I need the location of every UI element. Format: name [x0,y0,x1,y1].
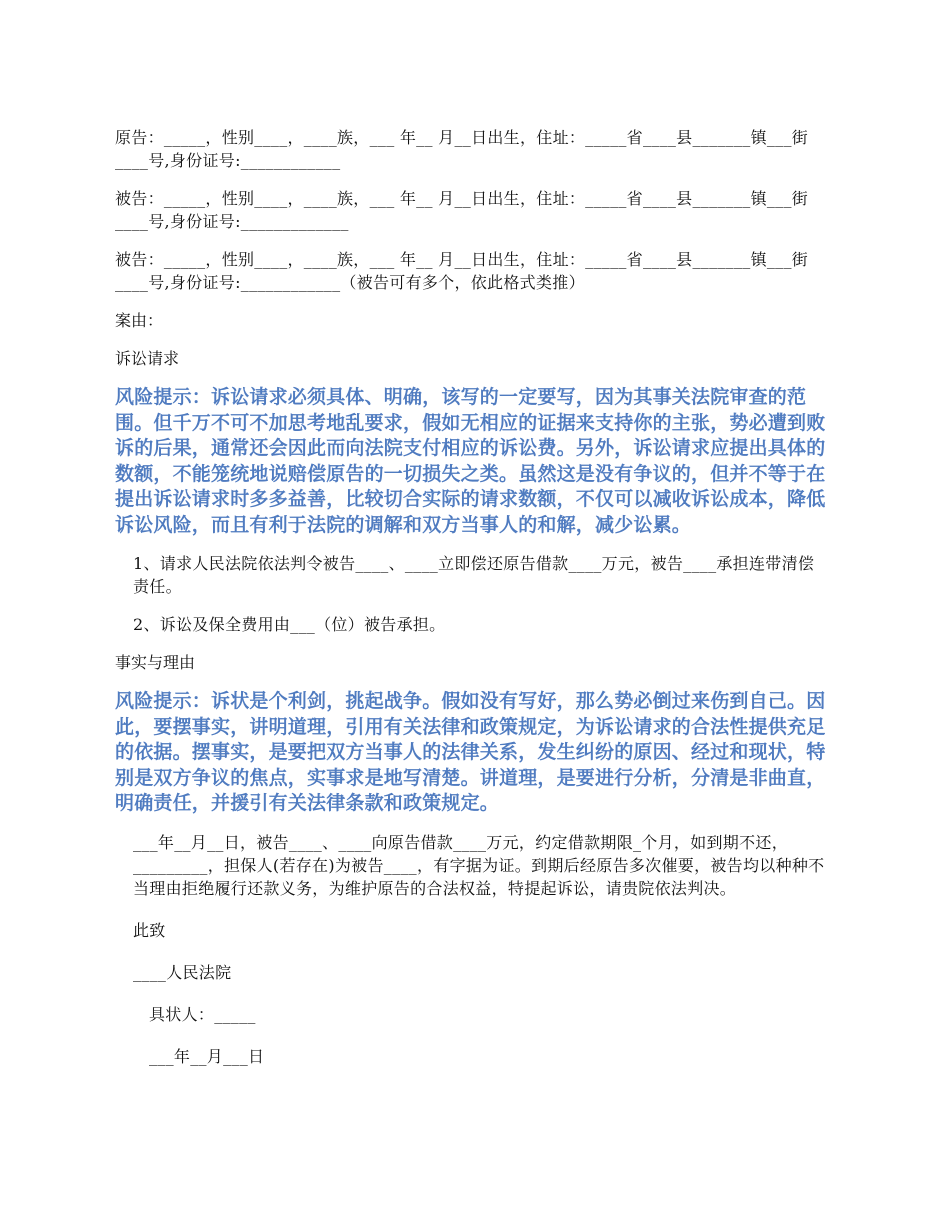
claim-item-1: 1、请求人民法院依法判令被告____、____立即偿还原告借款____万元，被告____承担连带清偿责任。 [133,554,815,596]
plaintiff-info: 原告：_____，性别____，____族，___ 年__ 月__日出生，住址：_____省____县_______镇___街____号,身份证号:____________ [115,128,809,170]
defendant-info-1: 被告：_____，性别____，____族，___ 年__ 月__日出生，住址：_____省____县_______镇___街____号,身份证号:_____________ [115,189,809,231]
facts-paragraph: ___年__月__日，被告____、____向原告借款____万元，约定借款期限_个月，如到期不还，_________，担保人(若存在)为被告____，有字据为证。到期后经原告多次催要，被告均以种种不当理由拒绝履行还款义务，为维护原告的合法权益，特提起诉讼，请贵院依法判决。 [133,832,825,898]
defendant-info-2: 被告：_____，性别____，____族，___ 年__ 月__日出生，住址：_____省____县_______镇___街____号,身份证号:____________（被告可有多个，依此格式类推） [115,250,809,292]
document-body [115,126,830,1083]
claim-item-2: 2、诉讼及保全费用由___（位）被告承担。 [133,615,446,634]
closing-salutation: 此致 [133,920,166,940]
date-line: ___年__月___日 [149,1046,265,1066]
court-name: ____人民法院 [133,962,232,982]
risk-tip-claims: 风险提示：诉讼请求必须具体、明确，该写的一定要写，因为其事关法院审查的范围。但千万不可不加思考地乱要求，假如无相应的证据来支持你的主张，势必遭到败诉的后果，通常还会因此而向法院支付相应的诉讼费。另外，诉讼请求应提出具体的数额，不能笼统地说赔偿原告的一切损失之类。虽然这是没有争议的，但并不等于在提出诉讼请求时多多益善，比较切合实际的请求数额，不仅可以减收诉讼成本，降低诉讼风险，而且有利于法院的调解和双方当事人的和解，减少讼累。 [115,386,826,536]
cause-label: 案由： [115,311,164,330]
risk-tip-facts: 风险提示：诉状是个利剑，挑起战争。假如没有写好，那么势必倒过来伤到自己。因此，要摆事实，讲明道理，引用有关法律和政策规定，为诉讼请求的合法性提供充足的依据。摆事实，是要把双方当事人的法律关系，发生纠纷的原因、经过和现状，特别是双方争议的焦点，实事求是地写清楚。讲道理，是要进行分析，分清是非曲直，明确责任，并援引有关法律条款和政策规定。 [115,690,826,814]
claims-heading: 诉讼请求 [115,349,180,368]
facts-heading: 事实与理由 [115,653,196,672]
signer-line: 具状人：_____ [149,1004,256,1024]
